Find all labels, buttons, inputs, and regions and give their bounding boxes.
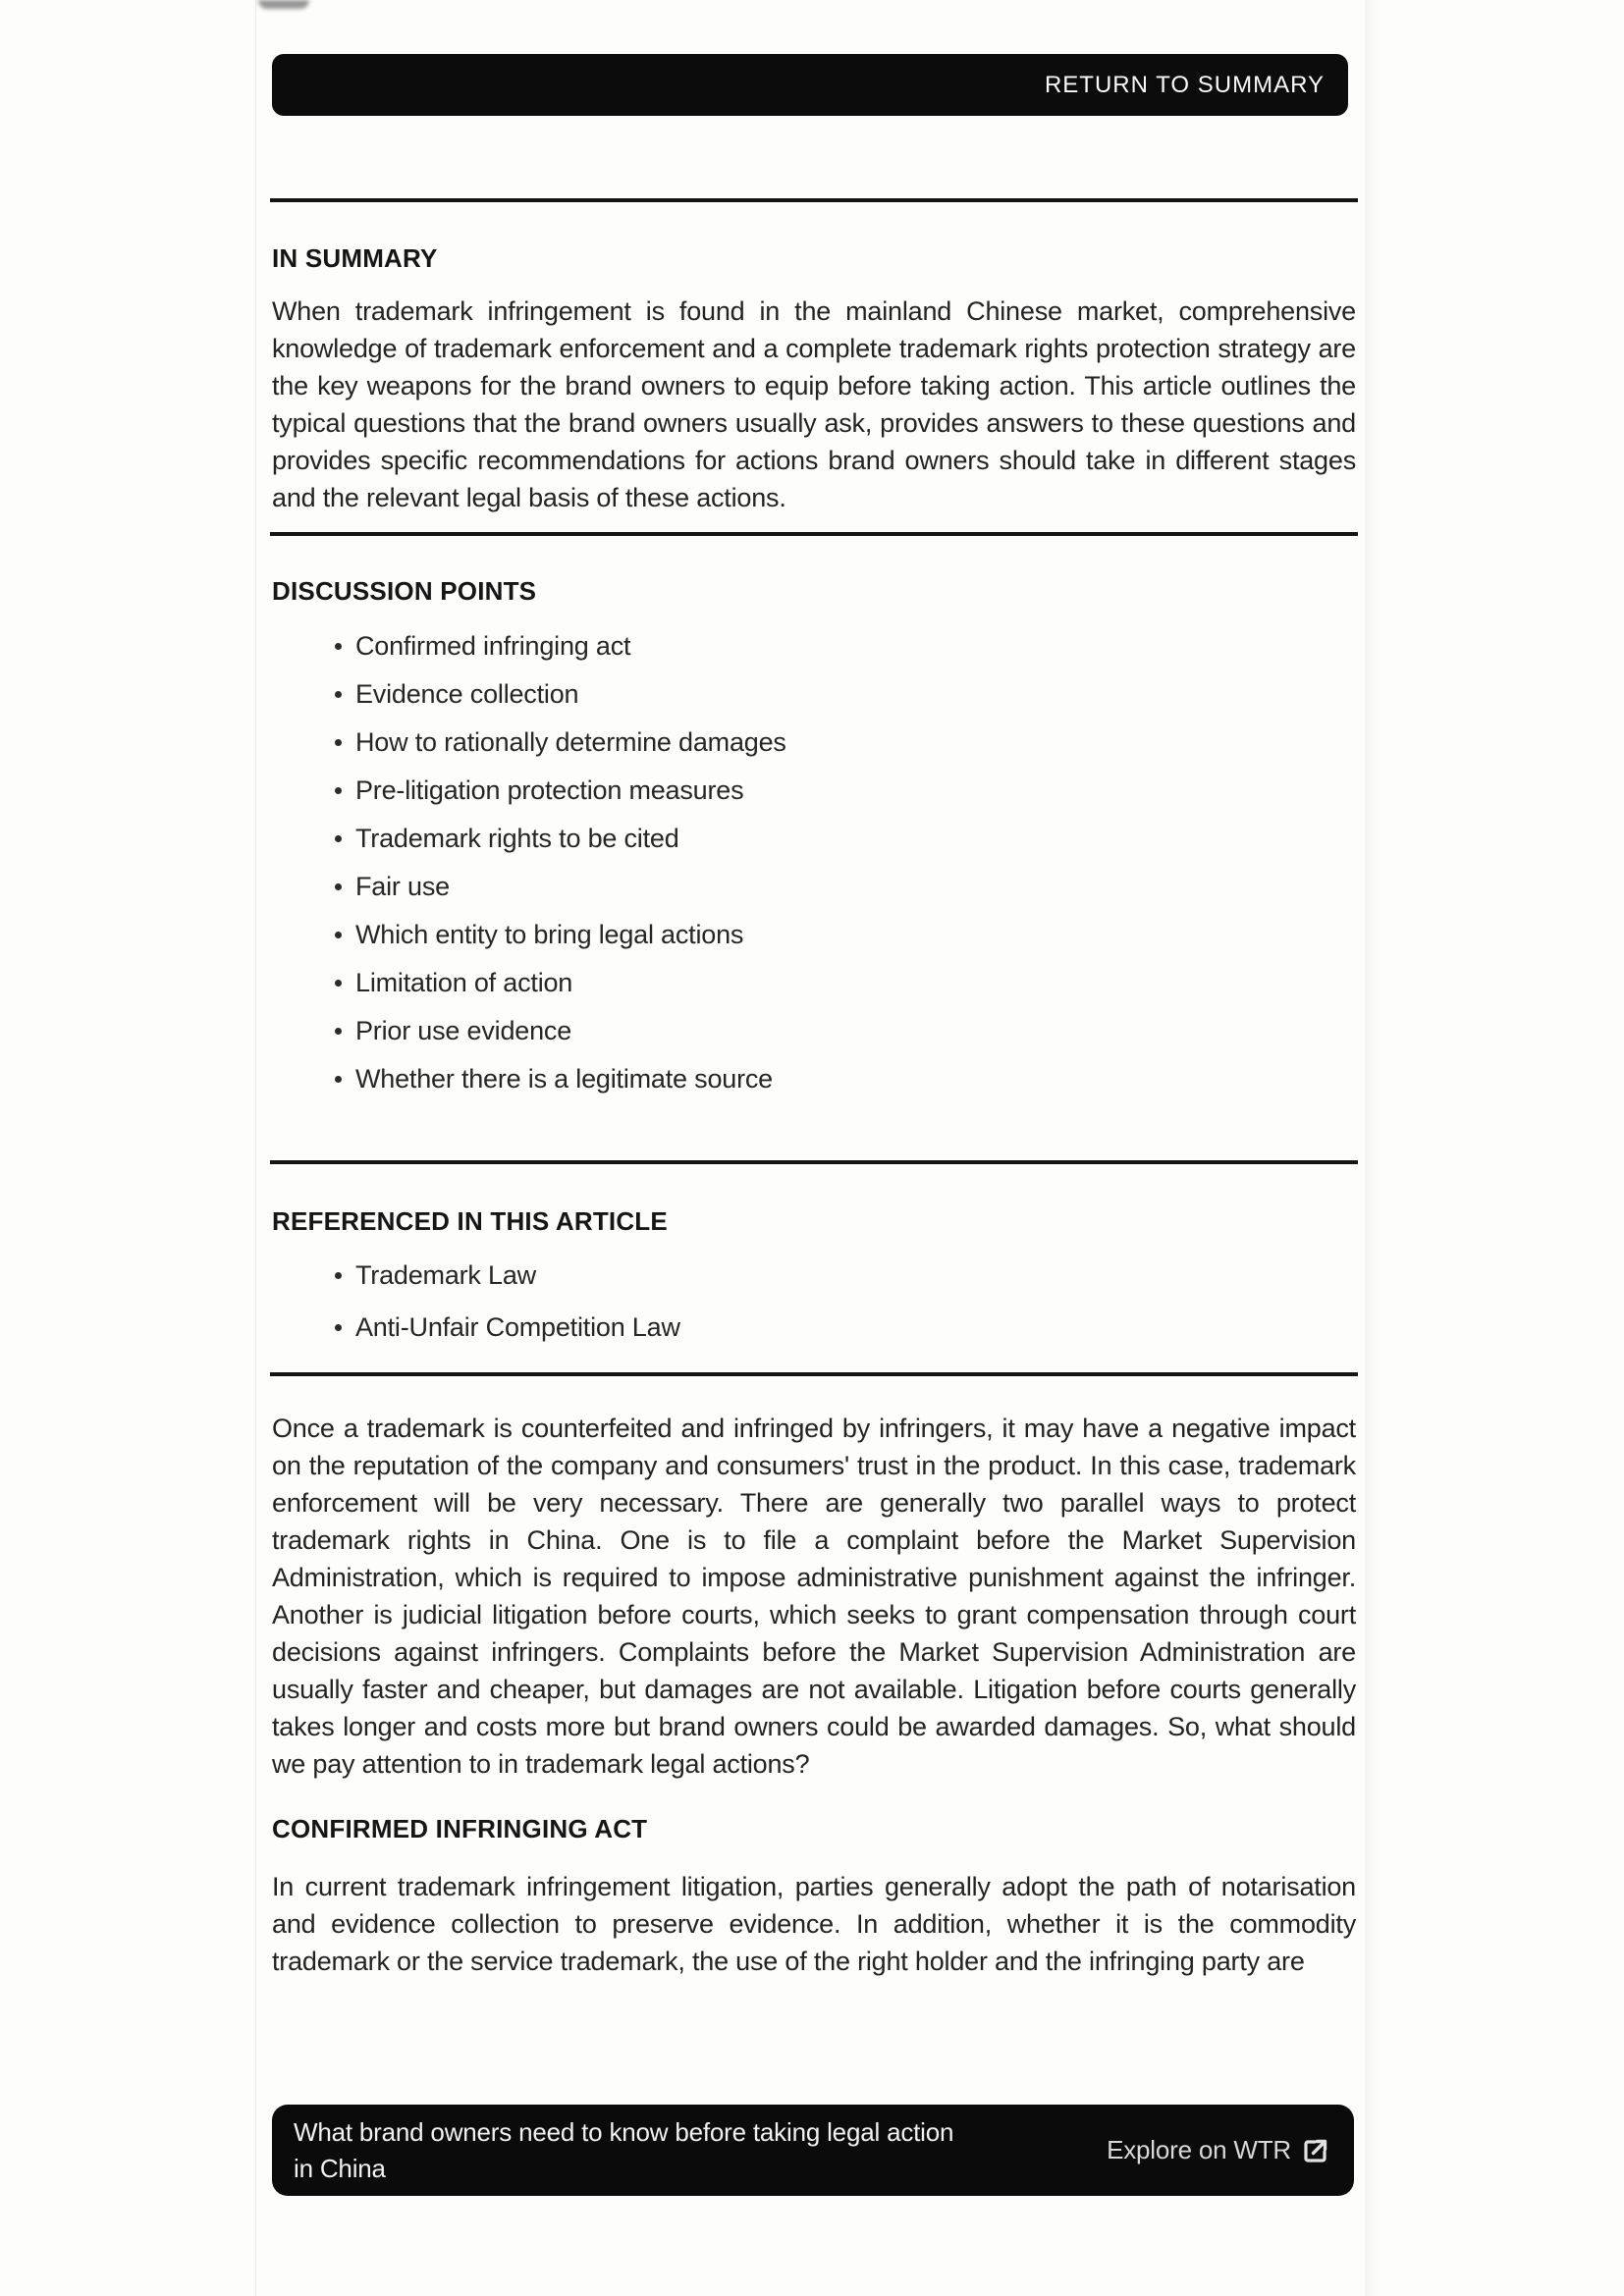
discussion-points-list: [272, 627, 1356, 1097]
list-item: [335, 868, 1356, 905]
list-item-label: Fair use: [355, 872, 450, 901]
bullet-dot: [335, 787, 342, 794]
bullet-dot: [335, 1272, 342, 1279]
list-item-label: Trademark Law: [355, 1260, 536, 1290]
article-paragraph: In current trademark infringement litigation, parties generally adopt the path of notarisation and evidence collection to preserve evidence. In addition, whether it is the commodity trademark or the service trademark, the use of the right holder and the infringing party are: [272, 1872, 1356, 1976]
footer-title-line1: What brand owners need to know before taking legal action: [294, 2116, 954, 2147]
footer-title-line2: in China: [294, 2153, 386, 2183]
bullet-dot: [335, 1324, 342, 1331]
list-item: [335, 675, 1356, 713]
list-item-label: Pre-litigation protection measures: [355, 775, 744, 805]
in-summary-paragraph: When trademark infringement is found in the mainland Chinese market, comprehensive knowledge of trademark enforcement and a complete trademark rights protection strategy are the key weapons for the brand owners to equip before taking action. This article outlines the typical questions that the brand owners usually ask, provides answers to these questions and provides specific recommendations for actions brand owners should take in different stages and the relevant legal basis of these actions.: [272, 296, 1356, 512]
bullet-dot: [335, 739, 342, 746]
bullet-dot: [335, 980, 342, 987]
list-item: [335, 627, 1356, 665]
section-divider: [270, 532, 1358, 536]
in-summary-heading: IN SUMMARY: [272, 243, 438, 273]
list-item: [335, 723, 1356, 761]
explore-on-wtr-link[interactable]: [1107, 2135, 1328, 2165]
bullet-dot: [335, 1028, 342, 1035]
bullet-dot: [335, 932, 342, 938]
return-to-summary-label[interactable]: RETURN TO SUMMARY: [1044, 71, 1325, 98]
referenced-heading: REFERENCED IN THIS ARTICLE: [272, 1206, 668, 1236]
section-divider: [270, 198, 1358, 202]
list-item-label: Limitation of action: [355, 968, 573, 997]
explore-on-wtr-label[interactable]: Explore on WTR: [1107, 2135, 1291, 2164]
section-divider: [270, 1160, 1358, 1164]
external-link-icon: [1303, 2138, 1328, 2163]
list-item: [335, 916, 1356, 953]
list-item: [335, 820, 1356, 857]
list-item-label: Whether there is a legitimate source: [355, 1064, 773, 1094]
list-item-label: Evidence collection: [355, 679, 579, 709]
list-item: [335, 1012, 1356, 1049]
list-item: [335, 964, 1356, 1001]
list-item-label: Trademark rights to be cited: [355, 824, 679, 853]
scan-shadow: [1365, 0, 1380, 2296]
list-item-label: Which entity to bring legal actions: [355, 920, 744, 949]
return-to-summary-button[interactable]: [272, 54, 1348, 116]
list-item: [335, 1256, 1356, 1294]
footer-bar: [272, 2105, 1354, 2196]
list-item-label: Anti-Unfair Competition Law: [355, 1312, 680, 1342]
list-item: [335, 1060, 1356, 1097]
list-item: [335, 1308, 1356, 1346]
footer-article-title: [294, 2114, 953, 2187]
referenced-list: [272, 1256, 1356, 1346]
bullet-dot: [335, 691, 342, 698]
list-item: [335, 772, 1356, 809]
list-item-label: How to rationally determine damages: [355, 727, 786, 757]
discussion-points-heading: DISCUSSION POINTS: [272, 576, 537, 606]
content-column: [272, 0, 1356, 2196]
list-item-label: Prior use evidence: [355, 1016, 572, 1045]
scan-page-edge: [255, 0, 256, 2296]
bullet-dot: [335, 643, 342, 650]
bullet-dot: [335, 883, 342, 890]
confirmed-infringing-act-heading: CONFIRMED INFRINGING ACT: [272, 1814, 648, 1843]
article-paragraph: Once a trademark is counterfeited and infringed by infringers, it may have a negative impact on the reputation of the company and consumers' trust in the product. In this case, trademark enforcement will be very necessary. There are generally two parallel ways to protect trademark rights in China. One is to file a complaint before the Market Supervision Administration, which is required to impose administrative punishment against the infringer. Another is judicial litigation before courts, which seeks to grant compensation through court decisions against infringers. Complaints before the Market Supervision Administration are usually faster and cheaper, but damages are not available. Litigation before courts generally takes longer and costs more but brand owners could be awarded damages. So, what should we pay attention to in trademark legal actions?: [272, 1414, 1356, 1779]
list-item-label: Confirmed infringing act: [355, 631, 631, 661]
bullet-dot: [335, 1076, 342, 1083]
section-divider: [270, 1372, 1358, 1376]
bullet-dot: [335, 835, 342, 842]
